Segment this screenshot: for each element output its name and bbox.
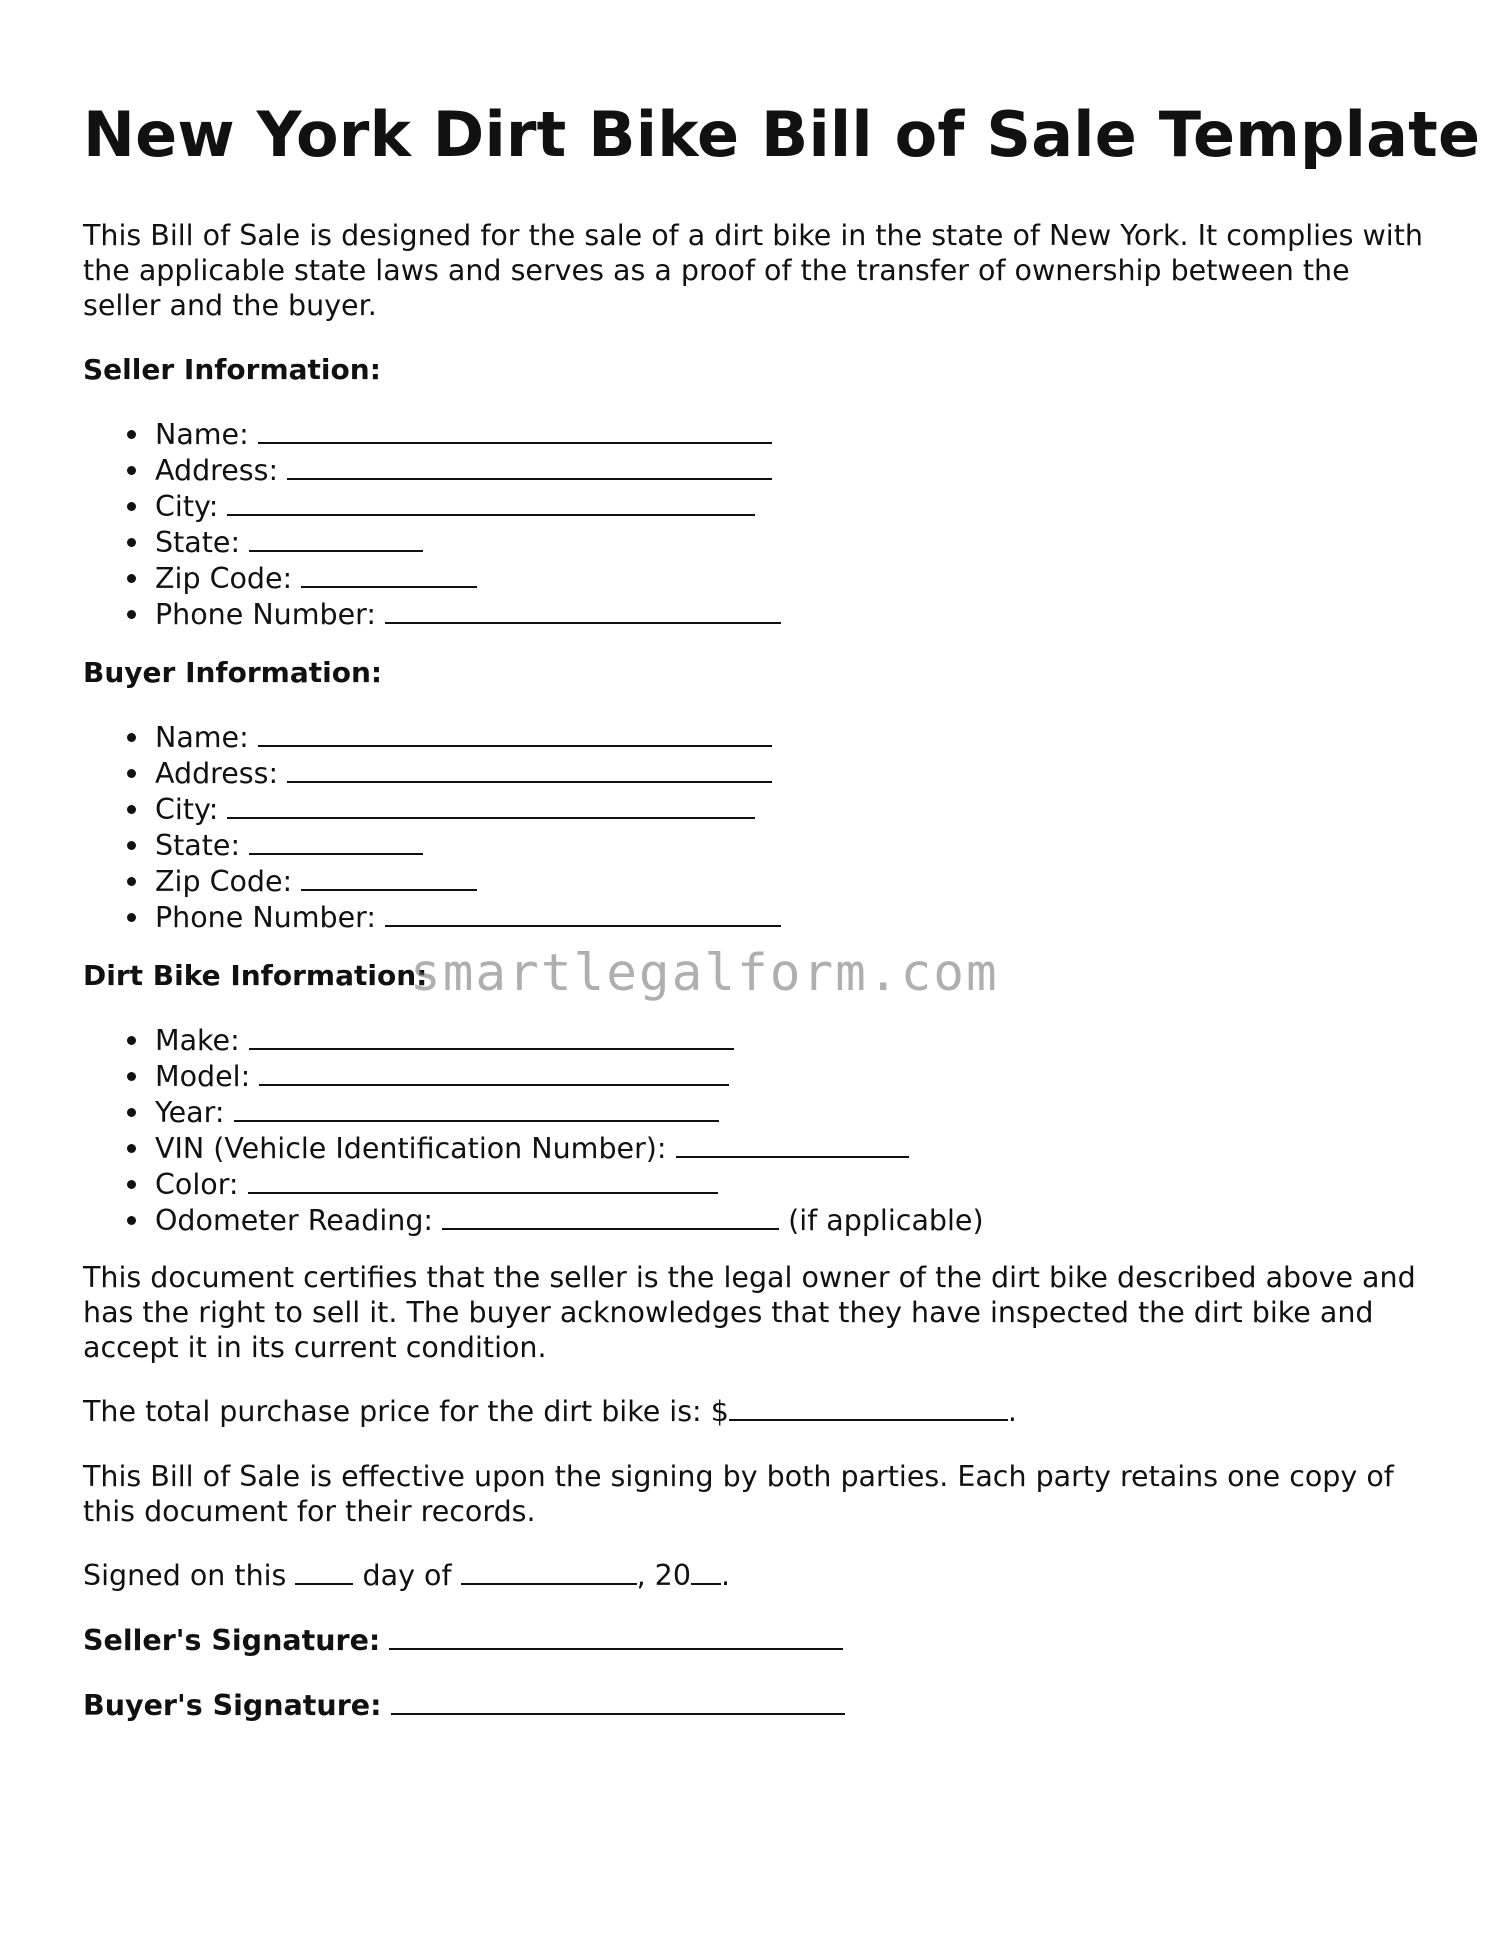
bike-vin-field[interactable]: VIN (Vehicle Identification Number): xyxy=(83,1130,984,1166)
seller-signature-blank[interactable] xyxy=(389,1622,843,1650)
price-blank[interactable] xyxy=(729,1393,1008,1421)
watermark: smartlegalform.com xyxy=(410,944,999,1003)
seller-zip-blank[interactable] xyxy=(301,560,477,588)
buyer-address-blank[interactable] xyxy=(287,755,772,783)
seller-phone-blank[interactable] xyxy=(385,596,781,624)
seller-name-field[interactable]: Name: xyxy=(83,416,781,452)
bike-model-blank[interactable] xyxy=(259,1058,729,1086)
bike-odometer-blank[interactable] xyxy=(442,1202,779,1230)
buyer-name-blank[interactable] xyxy=(258,719,772,747)
buyer-fields xyxy=(83,719,781,935)
seller-address-blank[interactable] xyxy=(287,452,772,480)
seller-fields xyxy=(83,416,781,632)
bike-year-blank[interactable] xyxy=(234,1094,719,1122)
buyer-state-blank[interactable] xyxy=(249,827,423,855)
intro-paragraph: This Bill of Sale is designed for the sale of a dirt bike in the state of New York. It complies with the applicable state laws and serves as a proof of the transfer of ownership between the seller and the buyer. xyxy=(83,219,1423,322)
buyer-zip-blank[interactable] xyxy=(301,863,477,891)
bike-fields xyxy=(83,1022,984,1238)
document-title: New York Dirt Bike Bill of Sale Template xyxy=(83,98,1481,171)
bike-model-field[interactable]: Model: xyxy=(83,1058,984,1094)
seller-phone-field[interactable]: Phone Number: xyxy=(83,596,781,632)
buyer-city-field[interactable]: City: xyxy=(83,791,781,827)
bike-heading: Dirt Bike Information: xyxy=(83,959,428,992)
bike-make-field[interactable]: Make: xyxy=(83,1022,984,1058)
signed-year-blank[interactable] xyxy=(691,1557,721,1585)
bike-color-blank[interactable] xyxy=(248,1166,718,1194)
buyer-city-blank[interactable] xyxy=(227,791,755,819)
bike-vin-blank[interactable] xyxy=(676,1130,909,1158)
price-line: The total purchase price for the dirt bike is: $ . xyxy=(83,1395,1017,1428)
signed-month-blank[interactable] xyxy=(461,1557,637,1585)
seller-city-blank[interactable] xyxy=(227,488,755,516)
seller-signature-line: Seller's Signature: xyxy=(83,1622,843,1658)
seller-heading: Seller Information: xyxy=(83,353,381,386)
buyer-signature-line: Buyer's Signature: xyxy=(83,1687,845,1723)
seller-state-blank[interactable] xyxy=(249,524,423,552)
bike-year-field[interactable]: Year: xyxy=(83,1094,984,1130)
seller-state-field[interactable]: State: xyxy=(83,524,781,560)
bike-make-blank[interactable] xyxy=(249,1022,734,1050)
buyer-state-field[interactable]: State: xyxy=(83,827,781,863)
seller-address-field[interactable]: Address: xyxy=(83,452,781,488)
seller-city-field[interactable]: City: xyxy=(83,488,781,524)
effective-paragraph: This Bill of Sale is effective upon the signing by both parties. Each party retains one copy of this document for their records. xyxy=(83,1460,1394,1528)
buyer-phone-blank[interactable] xyxy=(385,899,781,927)
buyer-zip-field[interactable]: Zip Code: xyxy=(83,863,781,899)
signed-date-line: Signed on this day of , 20 . xyxy=(83,1559,731,1592)
bike-odometer-field[interactable]: Odometer Reading: (if applicable) xyxy=(83,1202,984,1238)
buyer-name-field[interactable]: Name: xyxy=(83,719,781,755)
buyer-address-field[interactable]: Address: xyxy=(83,755,781,791)
buyer-heading: Buyer Information: xyxy=(83,656,383,689)
bike-color-field[interactable]: Color: xyxy=(83,1166,984,1202)
signed-day-blank[interactable] xyxy=(295,1557,353,1585)
certification-paragraph: This document certifies that the seller is the legal owner of the dirt bike described above and has the right to sell it. The buyer acknowledges that they have inspected the dirt bike and accept it in its current condition. xyxy=(83,1261,1416,1364)
seller-zip-field[interactable]: Zip Code: xyxy=(83,560,781,596)
seller-name-blank[interactable] xyxy=(258,416,772,444)
odometer-note: (if applicable) xyxy=(788,1204,984,1237)
buyer-phone-field[interactable]: Phone Number: xyxy=(83,899,781,935)
buyer-signature-blank[interactable] xyxy=(391,1687,845,1715)
